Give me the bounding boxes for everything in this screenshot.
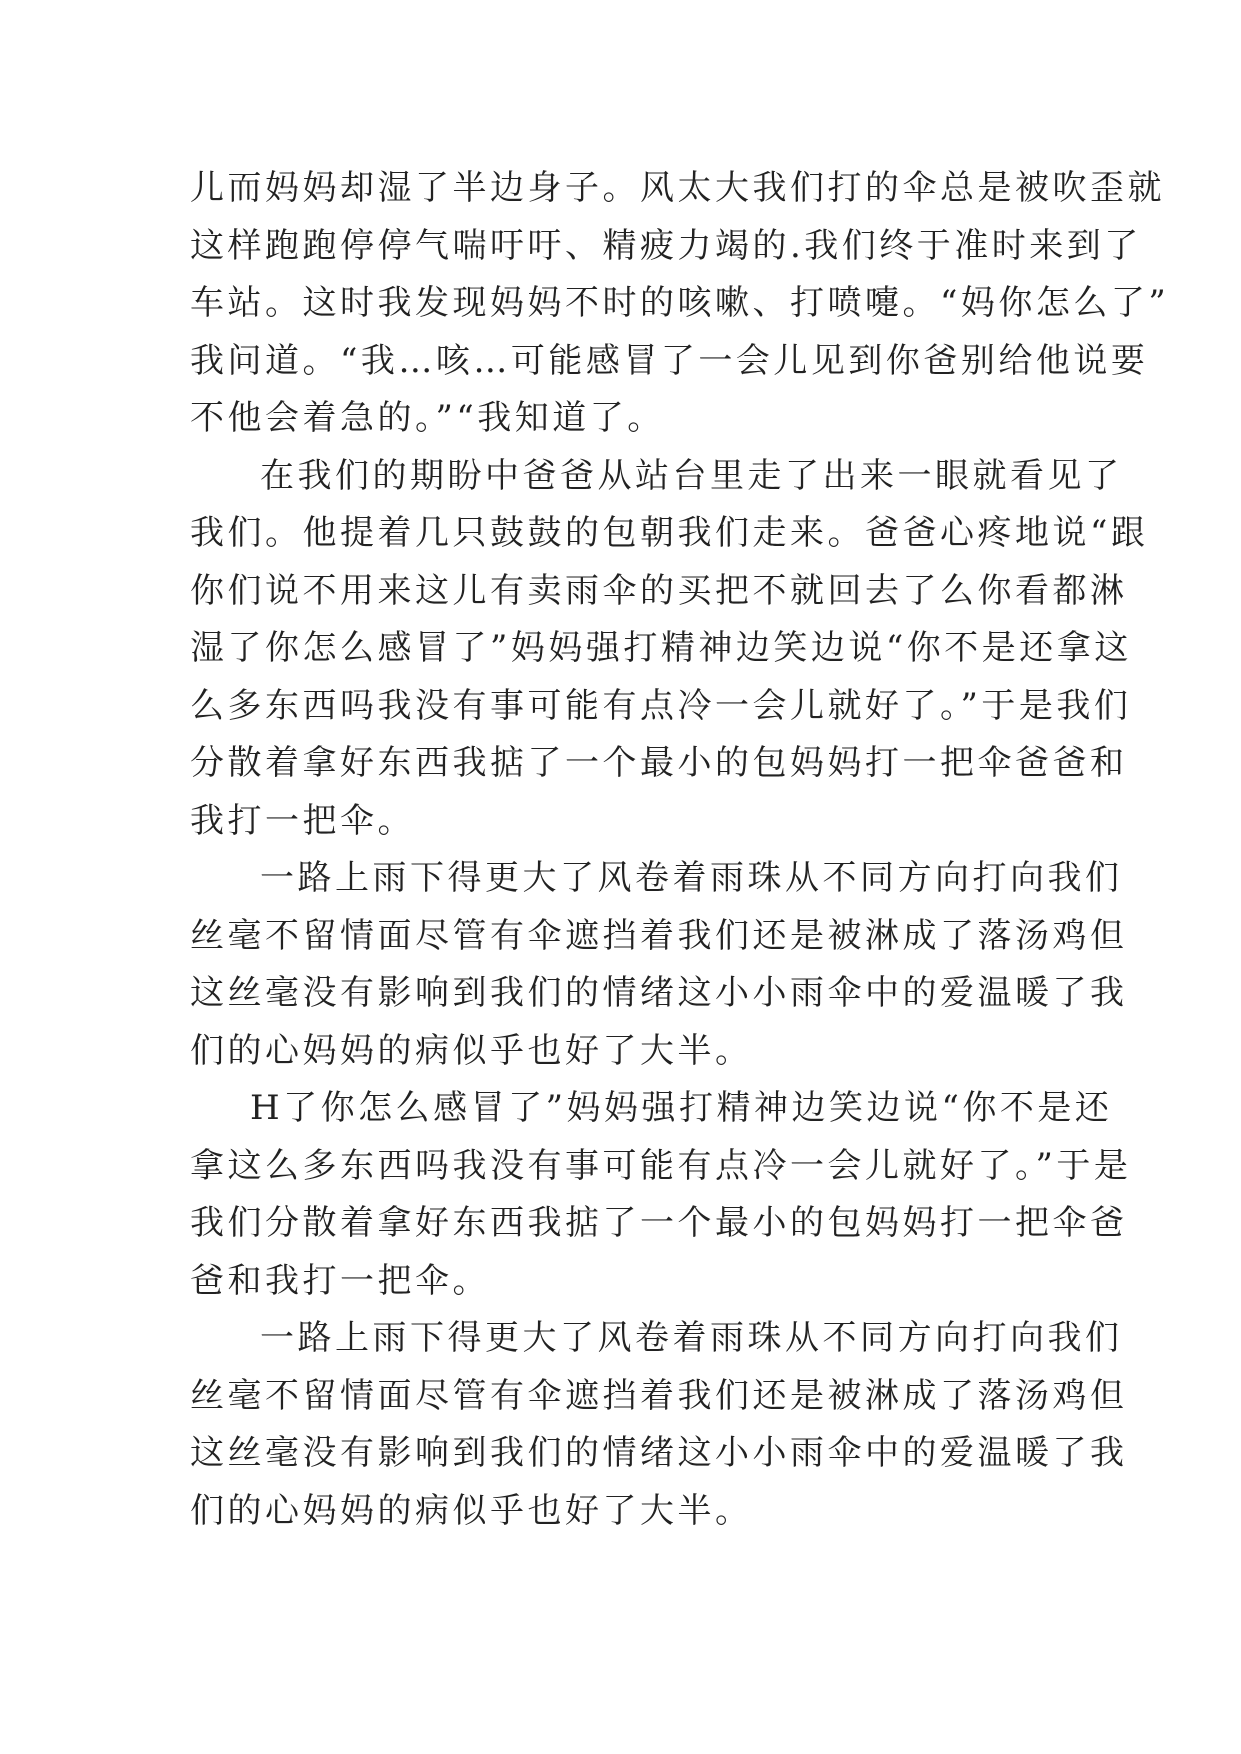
text-line: 儿而妈妈却湿了半边身子。风太大我们打的伞总是被吹歪就 — [190, 168, 1165, 208]
text-line: 们的心妈妈的病似乎也好了大半。 — [190, 1030, 753, 1071]
text-line: 们的心妈妈的病似乎也好了大半。 — [190, 1490, 753, 1531]
text-line: 这丝毫没有影响到我们的情绪这小小雨伞中的爱温暖了我 — [190, 973, 1128, 1013]
text-line: 这丝毫没有影响到我们的情绪这小小雨伞中的爱温暖了我 — [190, 1433, 1128, 1473]
paragraph-start-line: 一路上雨下得更大了风卷着雨珠从不同方向打向我们 — [260, 858, 1123, 898]
text-line: 我们分散着拿好东西我掂了一个最小的包妈妈打一把伞爸 — [190, 1203, 1128, 1243]
text-line: 你们说不用来这儿有卖雨伞的买把不就回去了么你看都淋 — [190, 570, 1128, 611]
text-line: 不他会着急的。”“我知道了。 — [190, 398, 665, 438]
text-line: 湿了你怎么感冒了”妈妈强打精神边笑边说“你不是还拿这 — [190, 628, 1132, 668]
text-line: 我问道。“我…咳…可能感冒了一会儿见到你爸别给他说要 — [190, 340, 1149, 381]
text-line: 这样跑跑停停气喘吁吁、精疲力竭的.我们终于准时来到了 — [190, 225, 1142, 266]
paragraph-start-line: 在我们的期盼中爸爸从站台里走了出来一眼就看见了 — [260, 455, 1123, 496]
text-line: 我打一把伞。 — [190, 800, 415, 841]
text-line: 么多东西吗我没有事可能有点冷一会儿就好了。”于是我们 — [190, 685, 1132, 726]
body-text — [190, 160, 1170, 1540]
text-line: 车站。这时我发现妈妈不时的咳嗽、打喷嚏。“妈你怎么了” — [190, 283, 1170, 323]
text-line: 分散着拿好东西我掂了一个最小的包妈妈打一把伞爸爸和 — [190, 743, 1128, 783]
text-line: 爸和我打一把伞。 — [190, 1260, 490, 1301]
text-line: 我们。他提着几只鼓鼓的包朝我们走来。爸爸心疼地说“跟 — [190, 513, 1149, 553]
paragraph-start-line: H了你怎么感冒了”妈妈强打精神边笑边说“你不是还 — [250, 1088, 1113, 1128]
text-line: 丝毫不留情面尽管有伞遮挡着我们还是被淋成了落汤鸡但 — [190, 915, 1128, 956]
text-line: 拿这么多东西吗我没有事可能有点冷一会儿就好了。”于是 — [190, 1145, 1132, 1186]
paragraph-start-line: 一路上雨下得更大了风卷着雨珠从不同方向打向我们 — [260, 1318, 1123, 1358]
text-line: 丝毫不留情面尽管有伞遮挡着我们还是被淋成了落汤鸡但 — [190, 1375, 1128, 1416]
